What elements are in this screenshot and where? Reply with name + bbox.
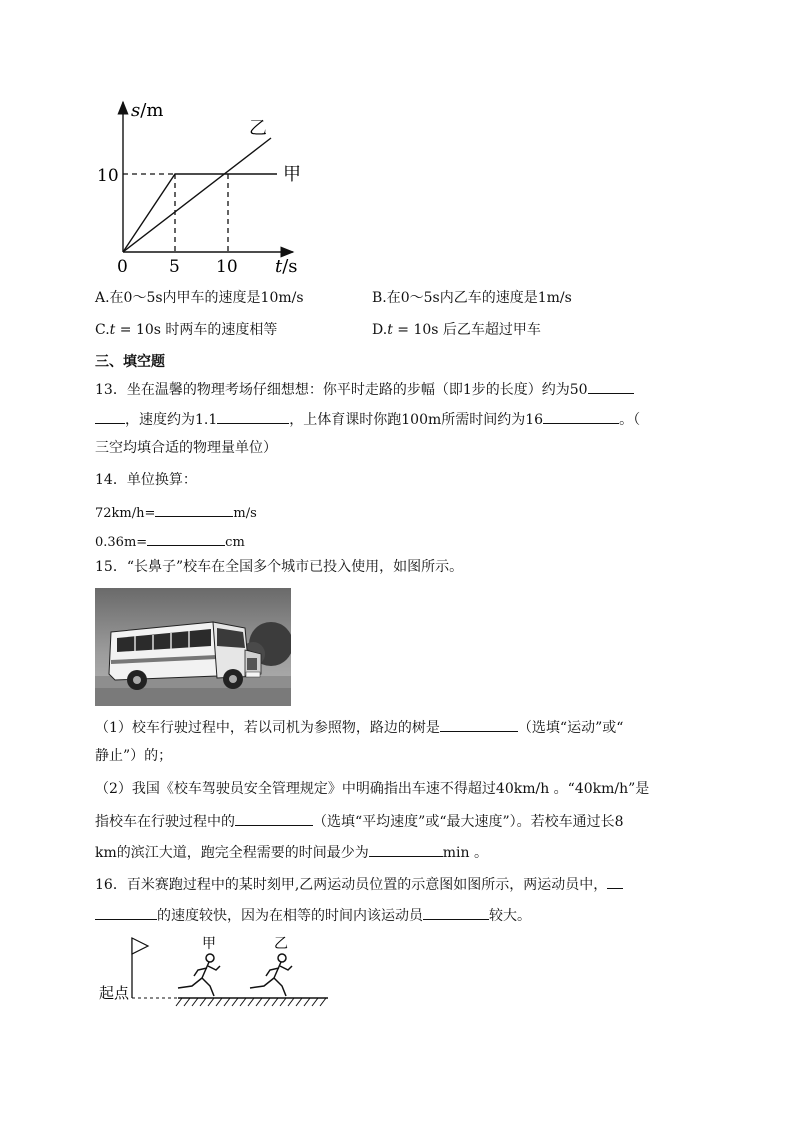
st-graph bbox=[95, 92, 315, 282]
y-axis-label: s/m bbox=[131, 100, 164, 121]
start-flag-icon bbox=[132, 938, 148, 954]
runner-yi-label: 乙 bbox=[274, 936, 288, 952]
q16-blank-2[interactable] bbox=[423, 904, 489, 920]
q15-intro: 15．“长鼻子”校车在全国多个城市已投入使用，如图所示。 bbox=[95, 559, 464, 575]
runner-yi-icon bbox=[250, 954, 292, 996]
runner-jia-label: 甲 bbox=[202, 936, 216, 952]
label-jia: 甲 bbox=[283, 164, 301, 185]
q16-blank-1a[interactable] bbox=[607, 873, 623, 889]
tick-x-5: 5 bbox=[169, 257, 180, 277]
q14-line1: 72km/h= m/s bbox=[95, 501, 257, 524]
q16-blank-1b[interactable] bbox=[95, 904, 157, 920]
q16-line2: 的速度较快，因为在相等的时间内该运动员 较大。 bbox=[95, 904, 531, 926]
runner-jia-icon bbox=[178, 954, 220, 996]
q13-line3: 三空均填合适的物理量单位） bbox=[95, 440, 277, 456]
q13-blank-1a[interactable] bbox=[588, 378, 634, 394]
q13-blank-2[interactable] bbox=[217, 408, 289, 424]
line-yi bbox=[123, 138, 271, 252]
q13-blank-1b[interactable] bbox=[95, 408, 125, 424]
start-label: 起点 bbox=[99, 984, 130, 1002]
q13-line1: 13．坐在温馨的物理考场仔细想想：你平时走路的步幅（即1步的长度）约为50 bbox=[95, 378, 634, 400]
q13-line2: ，速度约为1.1 ，上体育课时你跑100m所需时间约为16 。（ bbox=[95, 408, 640, 430]
q14-blank-1[interactable] bbox=[155, 501, 233, 517]
tick-x-10: 10 bbox=[216, 257, 238, 277]
q14-blank-2[interactable] bbox=[147, 530, 225, 546]
section-title: 三、填空题 bbox=[95, 354, 165, 370]
q15-part1-line1: （1）校车行驶过程中，若以司机为参照物，路边的树是 （选填“运动”或“ bbox=[95, 716, 623, 738]
x-axis-label: t/s bbox=[275, 256, 298, 277]
option-a: A.在0～5s内甲车的速度是10m/s bbox=[95, 290, 304, 306]
q14-title: 14．单位换算： bbox=[95, 472, 197, 488]
q15-part2-line2: 指校车在行驶过程中的 （选填“平均速度”或“最大速度”）。若校车通过长8 bbox=[95, 810, 624, 832]
option-c: C.t = 10s 时两车的速度相等 bbox=[95, 322, 278, 338]
q15-blank-3[interactable] bbox=[369, 841, 443, 857]
line-jia bbox=[123, 174, 277, 252]
label-yi: 乙 bbox=[249, 118, 267, 139]
q15-part2-line3: km的滨江大道，跑完全程需要的时间最少为 min 。 bbox=[95, 841, 488, 863]
tick-y-10: 10 bbox=[97, 166, 119, 186]
q15-blank-2[interactable] bbox=[235, 810, 313, 826]
tick-origin: 0 bbox=[117, 257, 128, 277]
runners-diagram bbox=[96, 930, 336, 1010]
q14-line2: 0.36m= cm bbox=[95, 530, 245, 553]
option-d: D.t = 10s 后乙车超过甲车 bbox=[372, 322, 541, 338]
school-bus-photo bbox=[95, 588, 291, 706]
q16-line1: 16．百米赛跑过程中的某时刻甲,乙两运动员位置的示意图如图所示，两运动员中， bbox=[95, 873, 623, 895]
option-b: B.在0～5s内乙车的速度是1m/s bbox=[372, 290, 572, 306]
q15-blank-1[interactable] bbox=[440, 716, 518, 732]
q13-blank-3[interactable] bbox=[543, 408, 619, 424]
q15-part2-line1: （2）我国《校车驾驶员安全管理规定》中明确指出车速不得超过40km/h 。“40km/h”是 bbox=[95, 781, 650, 797]
q15-part1-line2: 静止”）的； bbox=[95, 748, 173, 764]
